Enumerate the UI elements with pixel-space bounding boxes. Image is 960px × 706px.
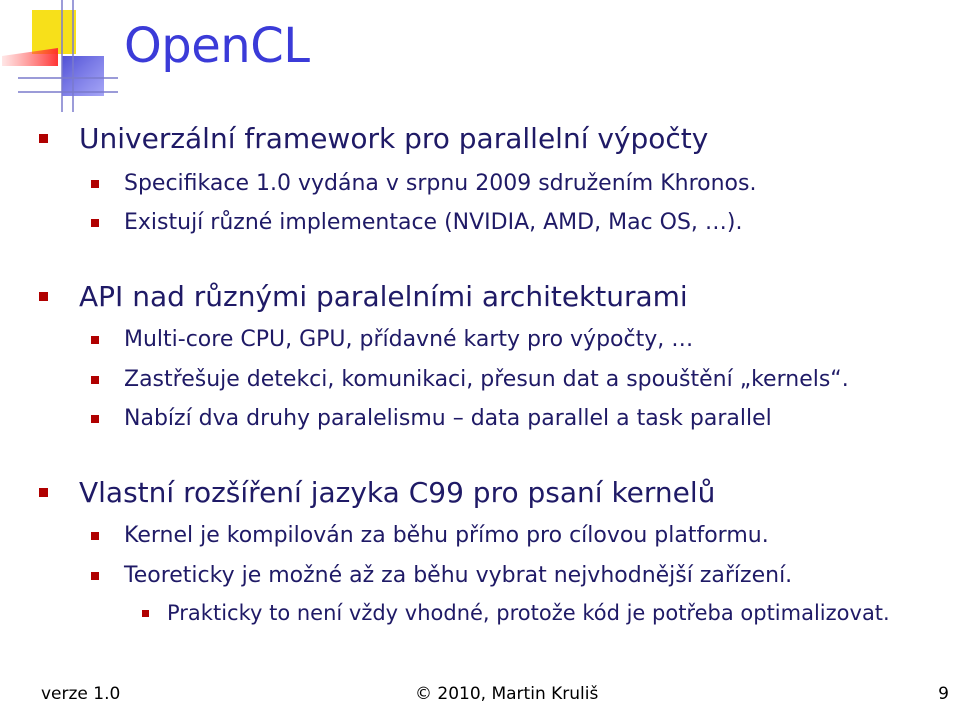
bullet-square-icon	[142, 610, 149, 617]
bullet-text: Teoreticky je možné až za běhu vybrat nejvhodnější zařízení.	[124, 563, 793, 588]
bullet-square-icon	[91, 180, 99, 188]
bullet-text: Prakticky to není vždy vhodné, protože kód je potřeba optimalizovat.	[167, 601, 890, 625]
bullet-item	[91, 406, 772, 431]
bullet-square-icon	[91, 532, 99, 540]
bullet-item	[91, 367, 849, 392]
bullet-square-icon	[91, 219, 99, 227]
slide-title: OpenCL	[124, 18, 310, 74]
bullet-item	[91, 210, 742, 235]
bullet-text: Nabízí dva druhy paralelismu – data parallel a task parallel	[124, 406, 772, 431]
page-number: 9	[938, 684, 949, 704]
bullet-text: Multi-core CPU, GPU, přídavné karty pro výpočty, …	[124, 327, 694, 352]
decorative-logo-icon	[0, 0, 125, 118]
bullet-item	[39, 476, 715, 509]
bullet-text: Univerzální framework pro parallelní výpočty	[79, 122, 709, 155]
bullet-item	[91, 523, 769, 548]
bullet-text: API nad různými paralelními architekturami	[79, 280, 688, 313]
bullet-text: Specifikace 1.0 vydána v srpnu 2009 sdružením Khronos.	[124, 171, 757, 196]
bullet-square-icon	[91, 415, 99, 423]
bullet-item	[39, 122, 708, 155]
bullet-square-icon	[39, 292, 48, 301]
bullet-square-icon	[39, 488, 48, 497]
bullet-item	[91, 563, 792, 588]
bullet-item	[142, 601, 890, 625]
bullet-item	[39, 280, 688, 313]
footer-version: verze 1.0	[41, 684, 121, 704]
bullet-text: Zastřešuje detekci, komunikaci, přesun dat a spouštění „kernels“.	[124, 367, 849, 392]
bullet-square-icon	[91, 572, 99, 580]
bullet-text: Existují různé implementace (NVIDIA, AMD, Mac OS, …).	[124, 210, 743, 235]
bullet-square-icon	[39, 134, 48, 143]
bullet-square-icon	[91, 336, 99, 344]
bullet-item	[91, 327, 693, 352]
bullet-text: Kernel je kompilován za běhu přímo pro cílovou platformu.	[124, 523, 769, 548]
bullet-item	[91, 171, 756, 196]
bullet-square-icon	[91, 376, 99, 384]
bullet-text: Vlastní rozšíření jazyka C99 pro psaní kernelů	[79, 476, 716, 509]
footer-copyright: © 2010, Martin Kruliš	[415, 684, 599, 704]
